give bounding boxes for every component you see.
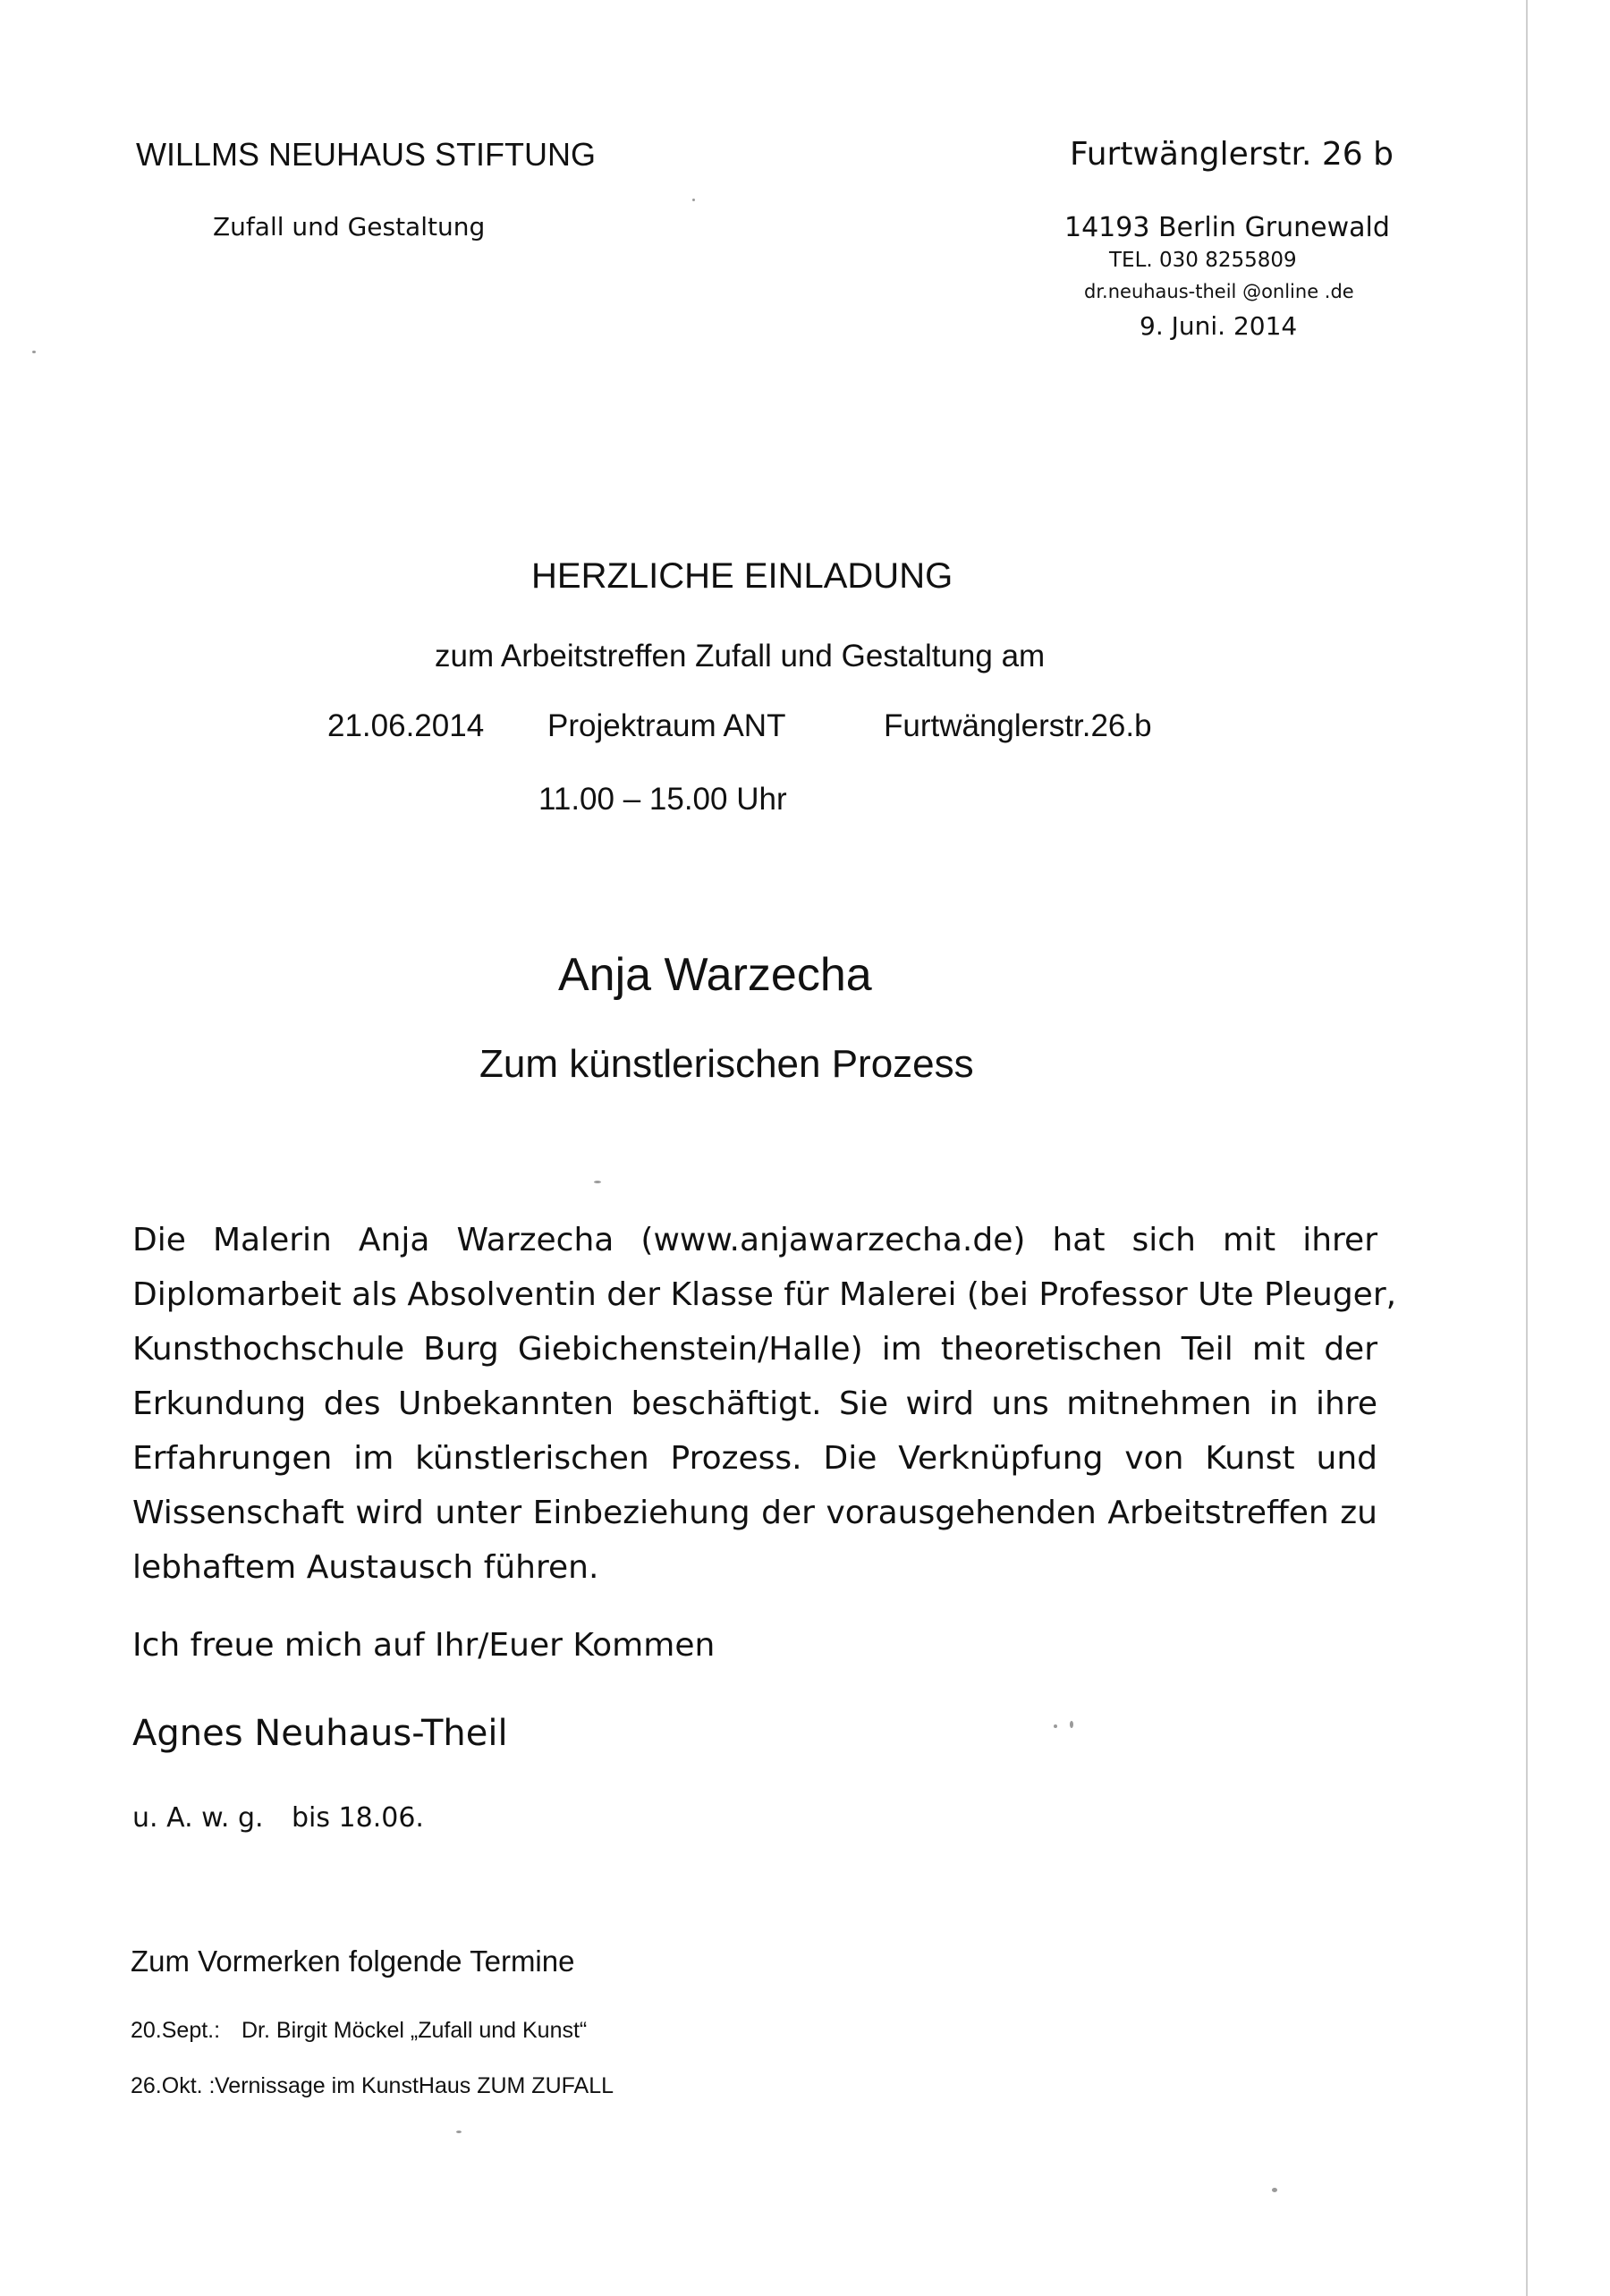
paragraph-line: Kunsthochschule Burg Giebichenstein/Halle) im theoretischen Teil mit der	[132, 1331, 1377, 1368]
letter-date: 9. Juni. 2014	[1140, 311, 1298, 341]
speaker-name: Anja Warzecha	[558, 949, 872, 1001]
scan-speck	[594, 1181, 601, 1183]
upcoming-event-description: Dr. Birgit Möckel „Zufall und Kunst“	[242, 2018, 588, 2043]
paragraph-line: Wissenschaft wird unter Einbeziehung der vorausgehenden Arbeitstreffen zu	[132, 1495, 1377, 1531]
invitation-subtitle: zum Arbeitstreffen Zufall und Gestaltung am	[435, 639, 1046, 674]
event-date: 21.06.2014	[327, 708, 485, 743]
closing-text: Ich freue mich auf Ihr/Euer Kommen	[132, 1627, 716, 1664]
upcoming-event-date: 26.Okt. :	[131, 2073, 216, 2098]
event-venue: Projektraum ANT	[547, 708, 786, 743]
paragraph-line: Erkundung des Unbekannten beschäftigt. Sie wird uns mitnehmen in ihre	[132, 1385, 1377, 1422]
talk-topic: Zum künstlerischen Prozess	[479, 1042, 974, 1086]
scan-edge-line	[1526, 0, 1528, 2296]
upcoming-event-description: Vernissage im KunstHaus ZUM ZUFALL	[215, 2073, 614, 2098]
organization-subtitle: Zufall und Gestaltung	[213, 212, 486, 241]
rsvp-deadline: bis 18.06.	[292, 1802, 424, 1834]
scan-speck	[1070, 1721, 1073, 1728]
paragraph-line: Die Malerin Anja Warzecha (www.anjawarzecha.de) hat sich mit ihrer	[132, 1222, 1377, 1258]
paragraph-line: Diplomarbeit als Absolventin der Klasse für Malerei (bei Professor Ute Pleuger,	[132, 1276, 1397, 1313]
address-email: dr.neuhaus-theil @online .de	[1084, 281, 1354, 302]
body-paragraph	[132, 1213, 1397, 1595]
paragraph-line: Erfahrungen im künstlerischen Prozess. Die Verknüpfung von Kunst und	[132, 1440, 1377, 1477]
scan-speck	[456, 2131, 462, 2133]
event-time: 11.00 – 15.00 Uhr	[538, 782, 787, 817]
invitation-title: HERZLICHE EINLADUNG	[531, 556, 953, 596]
organization-name: WILLMS NEUHAUS STIFTUNG	[136, 136, 597, 173]
address-phone: TEL. 030 8255809	[1109, 249, 1297, 272]
rsvp-label: u. A. w. g.	[132, 1802, 264, 1834]
signature-name: Agnes Neuhaus-Theil	[132, 1713, 508, 1754]
event-street: Furtwänglerstr.26.b	[884, 708, 1152, 743]
upcoming-event-date: 20.Sept.:	[131, 2018, 221, 2043]
scan-speck	[32, 351, 36, 353]
scan-speck	[1054, 1724, 1057, 1728]
paragraph-line: lebhaftem Austausch führen.	[132, 1549, 599, 1586]
scan-speck	[692, 199, 695, 201]
scan-speck	[1272, 2188, 1277, 2192]
address-street: Furtwänglerstr. 26 b	[1070, 136, 1394, 173]
upcoming-title: Zum Vormerken folgende Termine	[131, 1944, 575, 1978]
address-city: 14193 Berlin Grunewald	[1064, 212, 1390, 243]
